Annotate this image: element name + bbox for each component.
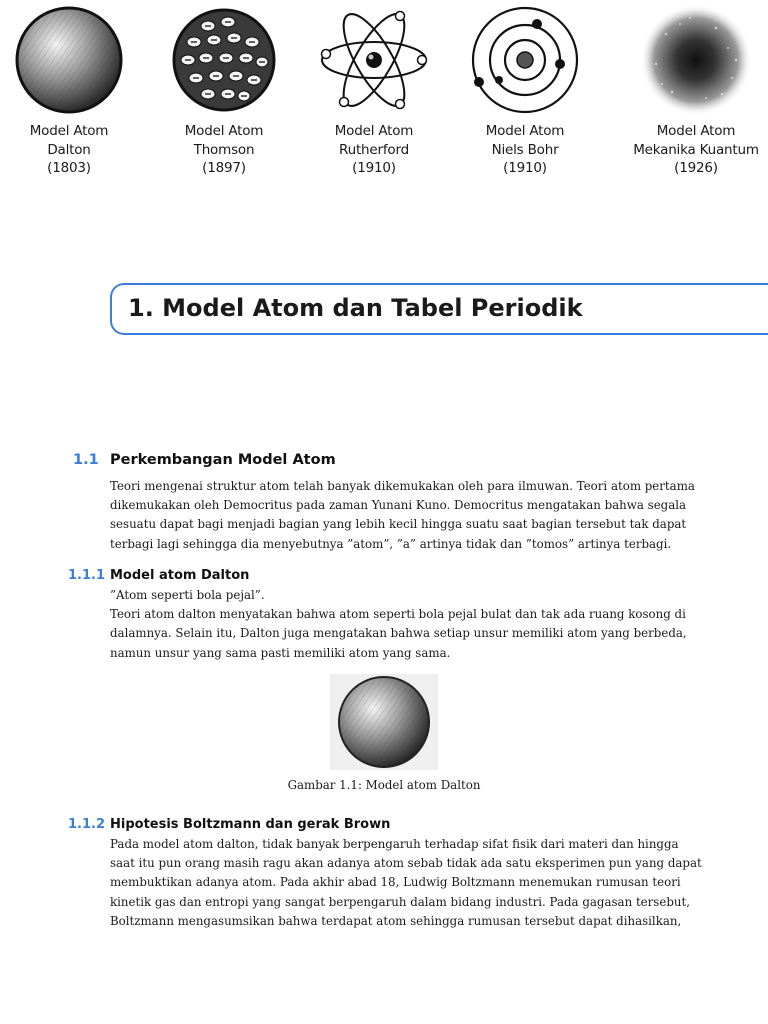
dalton-ball-image (330, 674, 438, 770)
subsection-number: 1.1.2 (68, 817, 106, 832)
quantum-atom-icon (636, 4, 756, 116)
chapter-heading (110, 283, 768, 335)
atom-models-strip (0, 0, 768, 190)
model-thomson (149, 0, 299, 178)
model-quantum (617, 0, 768, 178)
rutherford-atom-icon (318, 4, 430, 116)
thomson-atom-icon (168, 4, 280, 116)
model-rutherford (299, 0, 449, 178)
model-caption: Model Atom Dalton (1803) (29, 123, 109, 176)
section-heading (73, 452, 336, 468)
quote: ”Atom seperti bola pejal”. (110, 588, 265, 602)
model-dalton (0, 0, 144, 178)
model-caption: Model Atom Rutherford (1910) (334, 123, 414, 176)
model-bohr (450, 0, 600, 178)
subsection-heading (68, 817, 391, 832)
paragraph: ”Atom seperti bola pejal”. Teori atom dalton menyatakan bahwa atom seperti bola pejal bulat dan tak ada ruang kosong di dalamnya. Selain itu, Dalton juga mengatakan bahwa setiap unsur memiliki atom yang berbeda, namun unsur yang sama pasti memiliki atom yang sama. (110, 588, 687, 660)
subsection-title: Model atom Dalton (110, 568, 250, 583)
subsection-number: 1.1.1 (68, 568, 106, 583)
section-number: 1.1 (73, 452, 99, 468)
dalton-figure (330, 674, 438, 770)
subsection-heading (68, 568, 250, 583)
subsection-title: Hipotesis Boltzmann dan gerak Brown (110, 817, 391, 832)
model-caption: Model Atom Niels Bohr (1910) (485, 123, 565, 176)
paragraph: Pada model atom dalton, tidak banyak berpengaruh terhadap sifat fisik dari materi dan hingga saat itu pun orang masih ragu akan adanya atom sebab tidak ada satu eksperimen pun yang dapat membuktikan adanya atom. Pada akhir abad 18, Ludwig Boltzmann menemukan rumusan teori kinetik gas dan entropi yang sangat berpengaruh dalam bidang industri. Pada gagasan tersebut, Boltzmann mengasumsikan bahwa terdapat atom sehingga rumusan tersebut dapat dihasilkan, (110, 837, 702, 928)
dalton-atom-icon (13, 4, 125, 116)
bohr-atom-icon (469, 4, 581, 116)
chapter-title: 1. Model Atom dan Tabel Periodik (128, 294, 583, 322)
paragraph: Teori mengenai struktur atom telah banyak dikemukakan oleh para ilmuwan. Teori atom pertama dikemukakan oleh Democritus pada zaman Yunani Kuno. Democritus mengatakan bahwa segala sesuatu dapat bagi menjadi bagian yang lebih kecil hingga suatu saat bagian tersebut tak dapat terbagi lagi sehingga dia menyebutnya ”atom”, ”a” artinya tidak dan ”tomos” artinya terbagi. (110, 479, 695, 551)
model-caption: Model Atom Thomson (1897) (184, 123, 264, 176)
section-title: Perkembangan Model Atom (110, 452, 336, 468)
figure-caption: Gambar 1.1: Model atom Dalton (287, 778, 481, 792)
model-caption: Model Atom Mekanika Kuantum (1926) (633, 123, 759, 176)
